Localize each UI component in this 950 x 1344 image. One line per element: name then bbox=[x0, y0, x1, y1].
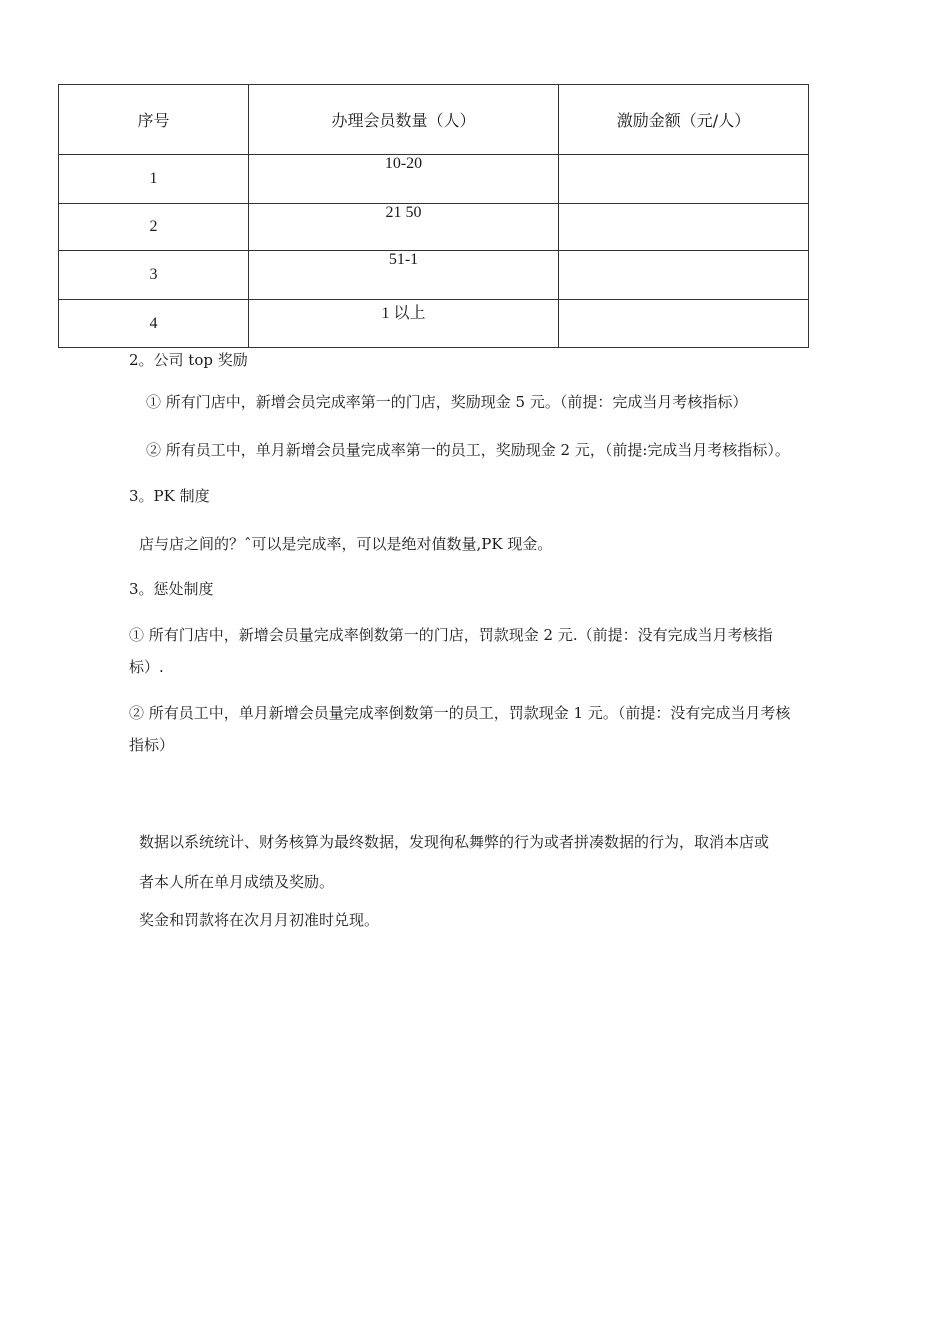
note-line-3: 奖金和罚款将在次月月初准时兑现。 bbox=[139, 911, 380, 929]
row-amount bbox=[559, 300, 809, 348]
row-index: 3 bbox=[59, 251, 249, 300]
top-award-heading: 2。公司 top 奖励 bbox=[129, 351, 248, 369]
row-member-count: 51-1 bbox=[249, 251, 559, 300]
penalty-item-2-line-1: ② 所有员工中，单月新增会员量完成率倒数第一的员工，罚款现金 1 元。（前提：没有完成当月考核 bbox=[129, 704, 791, 722]
pk-body: 店与店之间的？ˆ可以是完成率，可以是绝对值数量,PK 现金。 bbox=[139, 535, 553, 553]
note-line-2: 者本人所在单月成绩及奖励。 bbox=[139, 873, 335, 891]
row-index: 2 bbox=[59, 204, 249, 251]
table-row bbox=[59, 251, 809, 300]
row-index: 4 bbox=[59, 300, 249, 348]
row-amount bbox=[559, 251, 809, 300]
table-row bbox=[59, 204, 809, 251]
row-index: 1 bbox=[59, 155, 249, 204]
penalty-item-1-line-1: ① 所有门店中，新增会员量完成率倒数第一的门店，罚款现金 2 元.（前提：没有完成当月考核指 bbox=[129, 626, 773, 644]
table-row bbox=[59, 155, 809, 204]
row-amount bbox=[559, 204, 809, 251]
row-member-count: 1 以上 bbox=[249, 300, 559, 348]
note-line-1: 数据以系统统计、财务核算为最终数据，发现徇私舞弊的行为或者拼凑数据的行为，取消本店或 bbox=[139, 833, 770, 851]
table-row bbox=[59, 300, 809, 348]
header-incentive-amount: 激励金额（元/人） bbox=[559, 85, 809, 155]
table-header-row bbox=[59, 85, 809, 155]
penalty-item-2-line-2: 指标） bbox=[129, 736, 175, 754]
top-award-item-2: ② 所有员工中，单月新增会员量完成率第一的员工，奖励现金 2 元，（前提:完成当月考核指标）。 bbox=[146, 441, 790, 459]
header-index: 序号 bbox=[59, 85, 249, 155]
row-amount bbox=[559, 155, 809, 204]
header-member-count: 办理会员数量（人） bbox=[249, 85, 559, 155]
incentive-table bbox=[58, 84, 809, 348]
row-member-count: 10-20 bbox=[249, 155, 559, 204]
row-member-count: 21 50 bbox=[249, 204, 559, 251]
penalty-item-1-line-2: 标）. bbox=[129, 658, 164, 676]
top-award-item-1: ① 所有门店中，新增会员完成率第一的门店，奖励现金 5 元。（前提：完成当月考核指标） bbox=[146, 393, 748, 411]
pk-heading: 3。PK 制度 bbox=[129, 487, 210, 505]
penalty-heading: 3。惩处制度 bbox=[129, 580, 214, 598]
